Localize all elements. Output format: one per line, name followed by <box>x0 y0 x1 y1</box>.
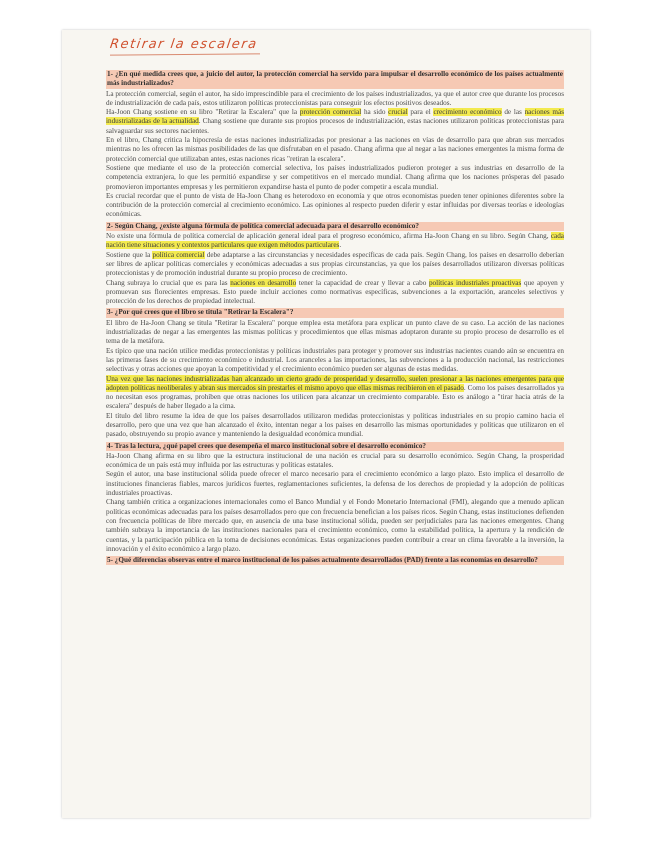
paragraph-text: . Como los países desarrollados ya no necesitan esos programas, prohíben que otras naciones los utilicen para alcanzar un crecimiento comparable. Esto es análogo a "tirar hacia atrás de la escalera" después de haber llegado a la cima. <box>106 383 564 411</box>
answer-paragraph <box>106 412 564 440</box>
paragraph-text: Es típico que una nación utilice medidas proteccionistas y políticas industriales para proteger y promover sus industrias nacientes cuando aún se encuentra en las primeras fases de su crecimiento económico e industrial. Los aranceles a las importaciones, las subvenciones a la producción nacional, las restricciones selectivas y otras acciones que apoyan la competitividad y el crecimiento económico pueden ser algunas de estas medidas. <box>106 346 564 374</box>
paragraph-text: Ha-Joon Chang afirma en su libro que la estructura institucional de una nación es crucial para su desarrollo económico. Según Chang, la prosperidad económica de un país está muy influida por las estructuras y políticas estatales. <box>106 451 564 470</box>
highlighted-text: naciones más industrializadas de la actualidad <box>106 108 565 126</box>
paragraph-text: Sostiene que mediante el uso de la protección comercial selectiva, los países industrializados pudieron proteger a sus industrias en desarrollo de la competencia extranjera, lo que les permitió expandirse y ser competitivos en el mercado mundial. Chang afirma que los naciones prósperas del pasado promovieron importantes empresas y les permitieron expandirse hasta el punto de poder competir a escala mundial. <box>106 163 564 191</box>
answer-paragraph <box>106 251 564 279</box>
answer-paragraph <box>106 319 564 347</box>
paragraph-text: El título del libro resume la idea de que los países desarrollados utilizaron medidas proteccionistas y políticas industriales en su propio camino hacia el desarrollo, pero que una vez que han alcanzado el éxito, intentan negar a los países en desarrollo las mismas oportunidades y políticas que utilizaron en el pasado, obstruyendo su propio avance y manteniendo la desigualdad económica mundial. <box>106 411 564 439</box>
paragraph-text: tener la capacidad de crear y llevar a cabo <box>296 278 429 287</box>
paragraph-text: Según el autor, una base institucional sólida puede ofrecer el marco necesario para el crecimiento económico a largo plazo. Esto implica el desarrollo de instituciones financieras fiables, marcos jurídicos fuertes, reglamentaciones suficientes, la defensa de los derechos de propiedad y la adopción de políticas industriales proactivas. <box>106 470 564 498</box>
answer-paragraph <box>106 470 564 498</box>
answer-paragraph <box>106 136 564 164</box>
highlighted-text: protección comercial <box>299 108 362 117</box>
paragraph-text: Chang también critica a organizaciones internacionales como el Banco Mundial y el Fondo Monetario Internacional (FMI), alegando que a menudo aplican políticas económicas adecuadas para los países desarrollados pero que con frecuencia benefician a los países ricos. Según Chang, estas instituciones defienden con frecuencia políticas de libre mercado que, en ausencia de una base institucional sólida, pueden ser perjudiciales para las naciones emergentes. Chang también subraya la importancia de las instituciones nacionales para el crecimiento económico, como la estabilidad política, la apertura y la rendición de cuentas, y la participación pública en la toma de decisiones económicas. Estas organizaciones pueden contribuir a crear un clima favorable a la inversión, la innovación y el éxito económico a largo plazo. <box>106 498 564 553</box>
answer-paragraph <box>106 164 564 192</box>
answer-paragraph <box>106 347 564 375</box>
paragraph-text: ha sido <box>361 108 389 117</box>
paragraph-text: Es crucial recordar que el punto de vista de Ha-Joon Chang es heterodoxo en economía y que otros economistas pueden tener opiniones diferentes sobre la contribución de la protección comercial al crecimiento económico. Las opiniones al respecto pueden diferir y estar influidas por diversas teorías e ideologías económicas. <box>106 191 564 219</box>
question-heading: 5- ¿Qué diferencias observas entre el marco institucional de los países actualmente desarrollados (PAD) frente a las economías en desarrollo? <box>106 556 564 565</box>
paragraph-text: debe adaptarse a las circunstancias y necesidades específicas de cada país. Según Chang, los países en desarrollo deberían ser libres de aplicar políticas comerciales y económicas adecuadas a sus propias circunstancias, ya que los países desarrollados utilizaron diversas políticas proteccionistas y de promoción industrial durante su propio proceso de crecimiento. <box>106 250 565 278</box>
paragraph-text: La protección comercial, según el autor, ha sido imprescindible para el crecimiento de los países industrializados, ya que el autor cree que durante los procesos de industrialización de cada país, estos utilizaron políticas proteccionistas para conseguir los efectos positivos deseados. <box>106 89 564 107</box>
paragraph-text: Chang subraya lo crucial que es para las <box>106 278 231 287</box>
highlighted-text: naciones en desarrollo <box>230 278 297 287</box>
paragraph-text: En el libro, Chang critica la hipocresía de estas naciones industrializadas por presionar a las naciones en vías de desarrollo para que abran sus mercados mientras no les ofrecen las mismas posibilidades de las que disfrutaban en el pasado. Chang afirma que al negar a las naciones emergentes la misma forma de protección comercial que utilizaban antes, estas naciones ricas "retiran la escalera". <box>106 136 564 163</box>
paragraph-text: . <box>339 241 342 250</box>
document-body <box>106 68 564 566</box>
answer-paragraph <box>106 232 564 251</box>
question-heading: 3- ¿Por qué crees que el libro se titula "Retirar la Escalera"? <box>106 308 564 317</box>
question-heading: 4- Tras la lectura, ¿qué papel crees que desempeña el marco institucional sobre el desarrollo económico? <box>106 442 564 451</box>
answer-paragraph <box>106 375 564 412</box>
answer-paragraph <box>106 279 564 307</box>
paragraph-text: que apoyen y promuevan sus florecientes empresas. Esto puede incluir acciones como normativas específicas, subvenciones a la exportación, aranceles selectivos y protección de los derechos de propiedad intelectual. <box>106 278 564 306</box>
answer-paragraph <box>106 498 564 554</box>
document-page <box>62 30 590 818</box>
question-heading: 2- Según Chang, ¿existe alguna fórmula de política comercial adecuada para el desarrollo económico? <box>106 222 564 231</box>
paragraph-text: Sostiene que la <box>106 250 153 259</box>
highlighted-text: política comercial <box>152 250 205 259</box>
question-heading: 1- ¿En qué medida crees que, a juicio del autor, la protección comercial ha servido para impulsar el desarrollo económico de los países actualmente más industrializados? <box>107 70 563 88</box>
paragraph-text: . Chang sostiene que durante sus propios procesos de industrialización, estas naciones utilizaron políticas proteccionistas para salvaguardar sus sectores nacientes. <box>106 117 564 135</box>
paragraph-text: de las <box>501 108 525 117</box>
answer-paragraph <box>106 108 564 136</box>
highlighted-text: Una vez que las naciones industrializadas han alcanzado un cierto grado de prosperidad y desarrollo, suelen presionar a las naciones emergentes para que adopten políticas neoliberales y abran sus mercados sin prestarles el mismo apoyo que ellas mismas recibieron en el pasado <box>106 374 564 392</box>
title-underline <box>110 53 260 55</box>
paragraph-text: Ha-Joon Chang sostiene en su libro "Retirar la Escalera" que la <box>106 108 300 117</box>
paragraph-text: No existe una fórmula de política comercial de aplicación general ideal para el progreso económico, afirma Ha-Joon Chang en su libro. Según Chang, <box>106 232 551 241</box>
paragraph-text: El libro de Ha-Joon Chang se titula "Retirar la Escalera" porque emplea esta metáfora para explicar un punto clave de su caso. La acción de las naciones industrializadas de negar a las emergentes las mismas políticas y procedimientos que ellas mismas adoptaron durante su propio proceso de desarrollo es el tema de la metáfora. <box>106 318 564 346</box>
answer-paragraph <box>106 90 564 109</box>
highlighted-text: cada nación tiene situaciones y contextos particulares que exigen métodos particulares <box>106 232 564 250</box>
highlighted-text: crecimiento económico <box>433 108 502 117</box>
handwritten-title: Retirar la escalera <box>108 37 259 52</box>
highlighted-text: políticas industriales proactivas <box>428 278 522 287</box>
answer-paragraph <box>106 452 564 471</box>
paragraph-text: para el <box>407 108 434 117</box>
answer-paragraph <box>106 192 564 220</box>
highlighted-text: crucial <box>388 108 408 117</box>
